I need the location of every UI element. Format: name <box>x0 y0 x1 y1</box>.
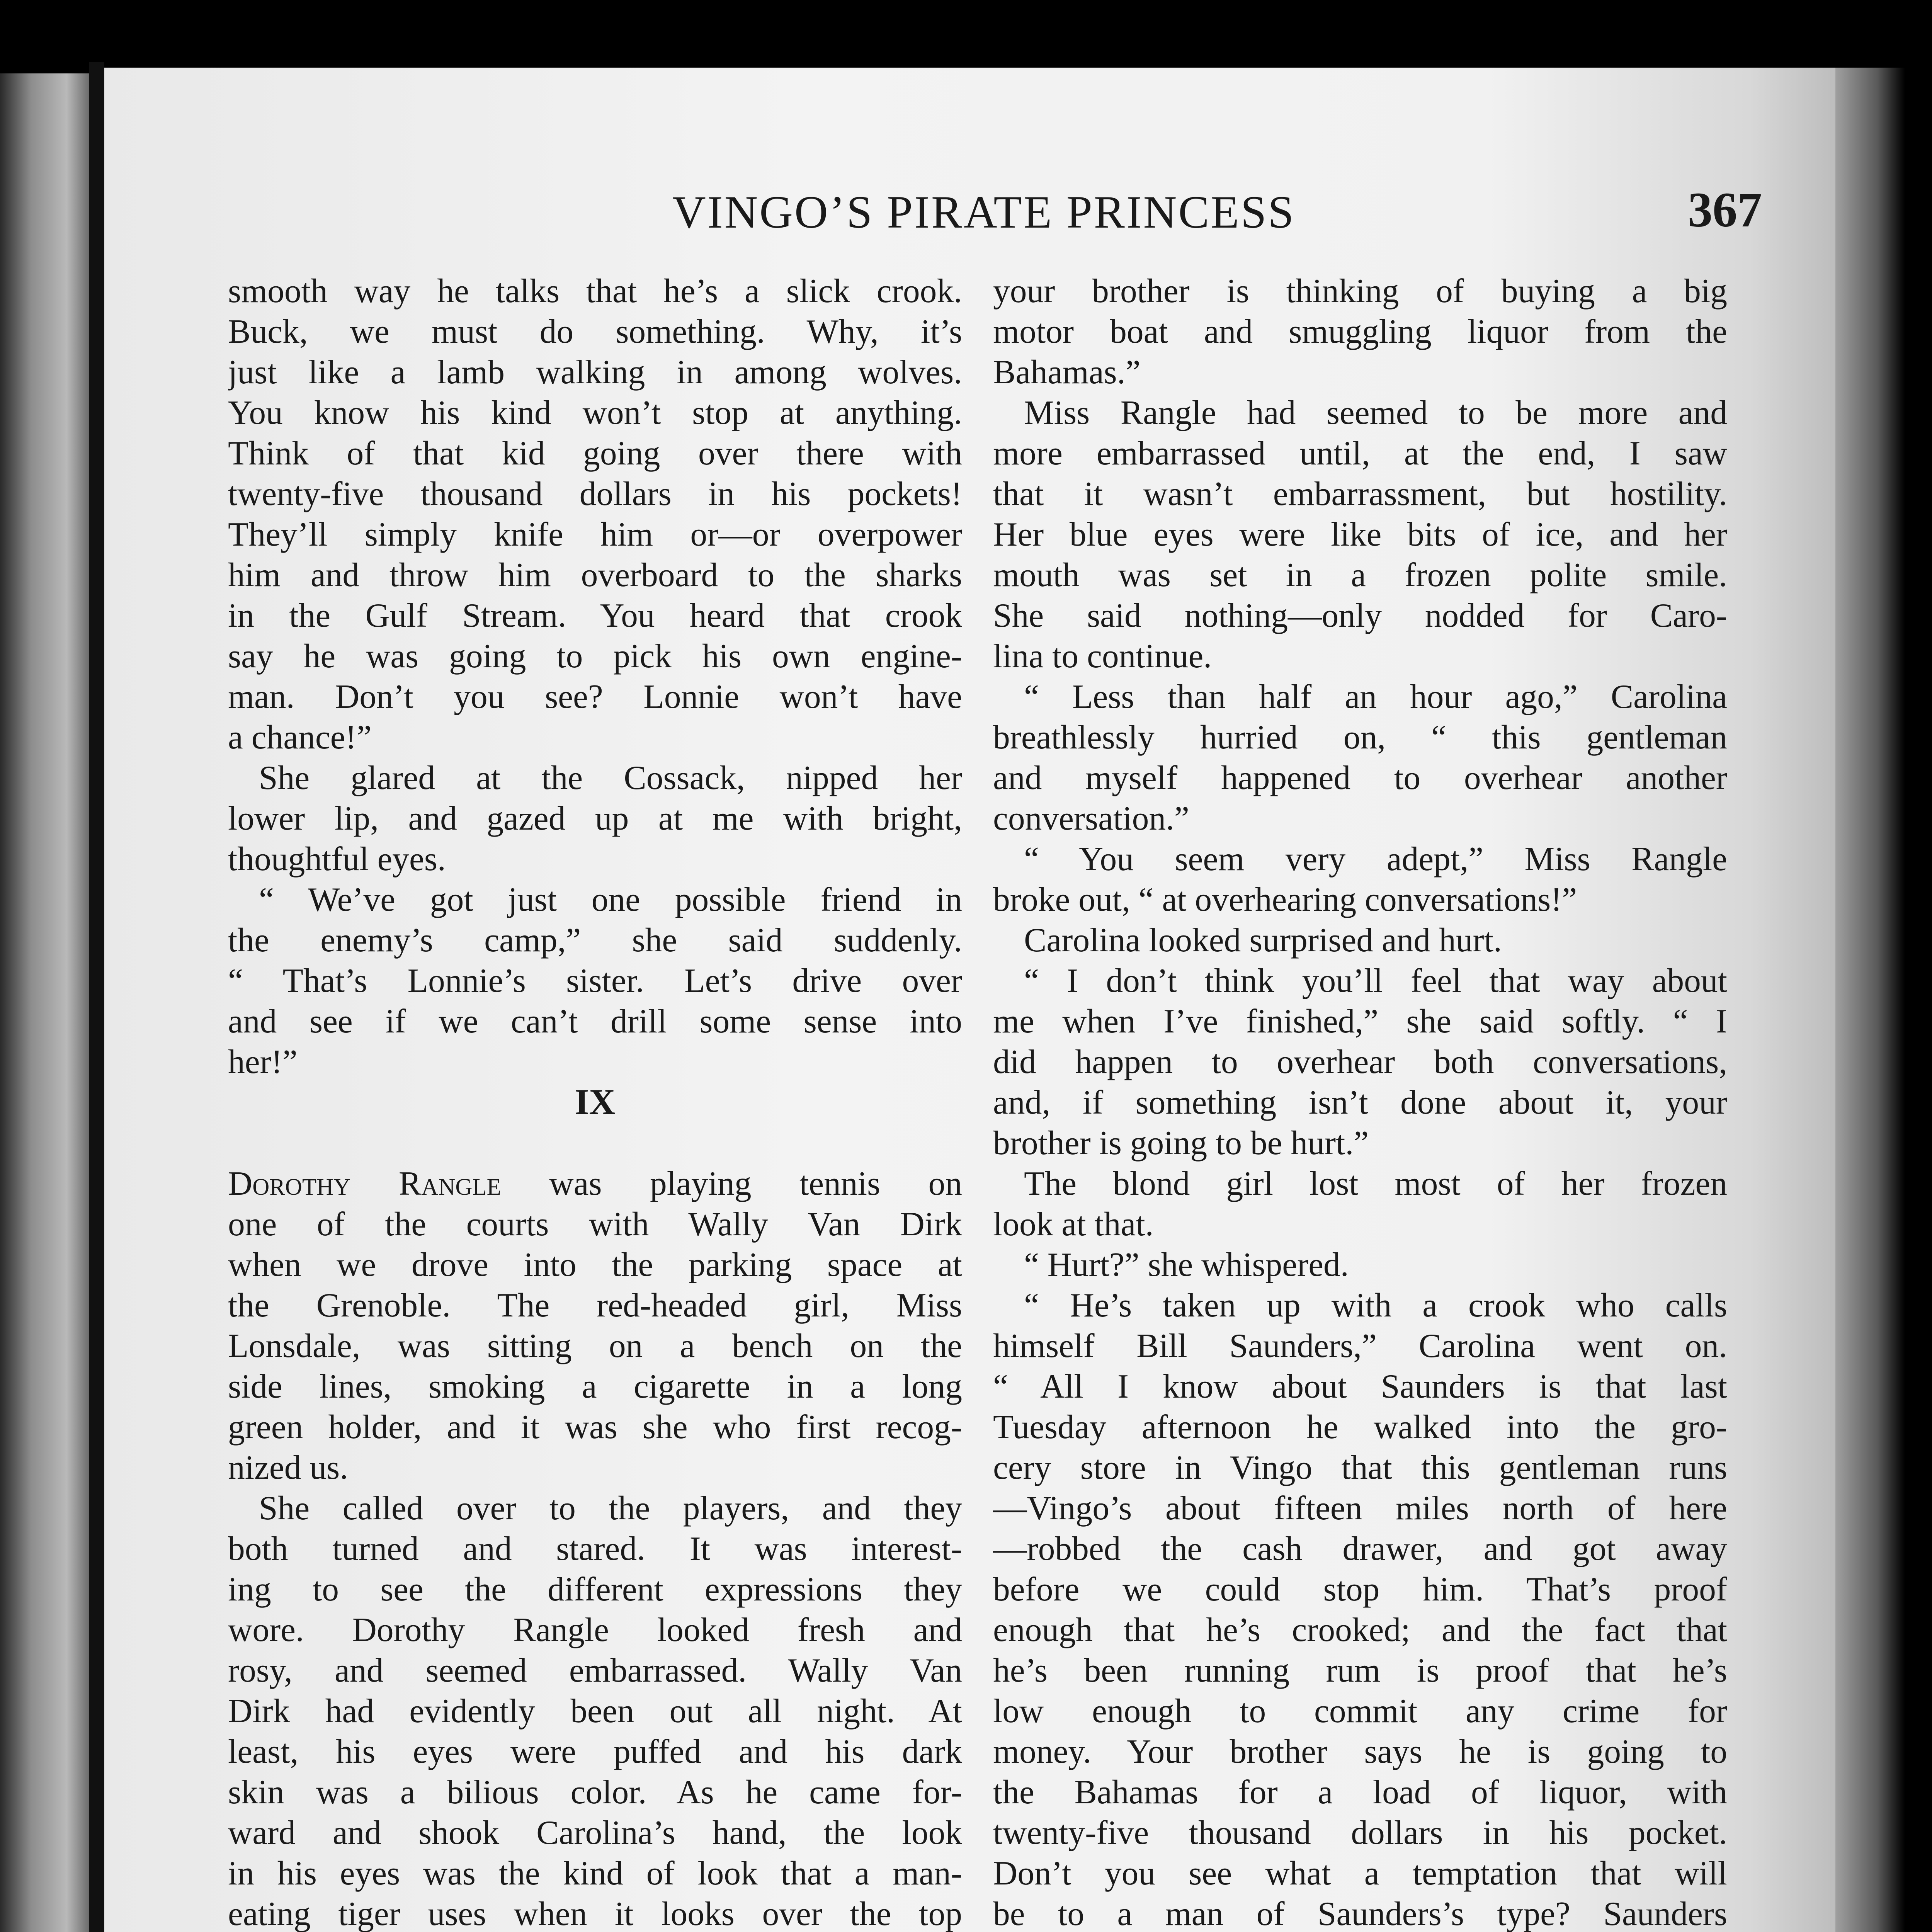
text-line: the enemy’s camp,” she said suddenly. <box>228 921 962 959</box>
text-line: nized us. <box>228 1449 349 1486</box>
text-line: and myself happened to overhear another <box>993 759 1727 796</box>
text-line: look at that. <box>993 1205 1154 1243</box>
text-line: She glared at the Cossack, nipped her <box>259 759 962 796</box>
text-line: motor boat and smuggling liquor from the <box>993 313 1727 350</box>
text-line: She called over to the players, and they <box>259 1489 962 1527</box>
text-line: both turned and stared. It was interest- <box>228 1530 962 1567</box>
text-line: rosy, and seemed embarrassed. Wally Van <box>228 1651 962 1689</box>
chapter-opening-line <box>228 1163 962 1204</box>
text-line: say he was going to pick his own engine- <box>228 637 962 675</box>
text-line: eating tiger uses when it looks over the top <box>228 1895 962 1932</box>
text-line: and see if we can’t drill some sense into <box>228 1002 962 1040</box>
text-line: low enough to commit any crime for <box>993 1692 1727 1730</box>
running-title: VINGO’S PIRATE PRINCESS <box>672 186 1296 238</box>
text-line: Miss Rangle had seemed to be more and <box>1024 394 1727 431</box>
text-line: Carolina looked surprised and hurt. <box>1024 921 1502 959</box>
facing-page-edge <box>0 73 89 1932</box>
text-line: twenty-five thousand dollars in his pockets! <box>228 475 962 512</box>
text-line: “ You seem very adept,” Miss Rangle <box>1024 840 1727 878</box>
text-line: be to a man of Saunders’s type? Saunders <box>993 1895 1727 1932</box>
text-line: one of the courts with Wally Van Dirk <box>228 1205 962 1243</box>
text-line: skin was a bilious color. As he came for- <box>228 1773 962 1811</box>
text-line: money. Your brother says he is going to <box>993 1733 1727 1770</box>
text-line: more embarrassed until, at the end, I saw <box>993 434 1727 472</box>
text-line: least, his eyes were puffed and his dark <box>228 1733 962 1770</box>
text-line: ward and shook Carolina’s hand, the look <box>228 1814 962 1851</box>
text-line: in the Gulf Stream. You heard that crook <box>228 597 962 634</box>
text-line: Her blue eyes were like bits of ice, and her <box>993 515 1727 553</box>
text-line: breathlessly hurried on, “ this gentleman <box>993 718 1727 756</box>
text-line: She said nothing—only nodded for Caro- <box>993 597 1727 634</box>
text-line: Don’t you see what a temptation that will <box>993 1854 1727 1892</box>
text-line: did happen to overhear both conversations, <box>993 1043 1727 1080</box>
text-line: smooth way he talks that he’s a slick crook. <box>228 272 962 310</box>
text-line: cery store in Vingo that this gentleman runs <box>993 1449 1727 1486</box>
text-line: “ All I know about Saunders is that last <box>993 1367 1727 1405</box>
text-line: the Bahamas for a load of liquor, with <box>993 1773 1727 1811</box>
text-line: side lines, smoking a cigarette in a long <box>228 1367 962 1405</box>
text-line: Think of that kid going over there with <box>228 434 962 472</box>
chapter-heading: IX <box>575 1082 616 1122</box>
text-line: “ That’s Lonnie’s sister. Let’s drive over <box>228 962 962 999</box>
text-line: wore. Dorothy Rangle looked fresh and <box>228 1611 962 1648</box>
text-line: when we drove into the parking space at <box>228 1246 962 1283</box>
text-line: broke out, “ at overhearing conversations!” <box>993 881 1577 918</box>
text-line: conversation.” <box>993 799 1189 837</box>
text-line: thoughtful eyes. <box>228 840 446 878</box>
text-line: —Vingo’s about fifteen miles north of here <box>993 1489 1727 1527</box>
text-line: man. Don’t you see? Lonnie won’t have <box>228 678 962 715</box>
text-line: “ I don’t think you’ll feel that way about <box>1024 962 1727 999</box>
text-line: before we could stop him. That’s proof <box>993 1570 1727 1608</box>
text-line: a chance!” <box>228 718 372 756</box>
text-line: They’ll simply knife him or—or overpower <box>228 515 962 553</box>
text-line: “ Hurt?” she whispered. <box>1024 1246 1349 1283</box>
text-line: “ Less than half an hour ago,” Carolina <box>1024 678 1727 715</box>
text-line: brother is going to be hurt.” <box>993 1124 1369 1162</box>
text-line: he’s been running rum is proof that he’s <box>993 1651 1727 1689</box>
text-line: green holder, and it was she who first recog- <box>228 1408 962 1446</box>
text-line: —robbed the cash drawer, and got away <box>993 1530 1727 1567</box>
text-line: just like a lamb walking in among wolves. <box>228 353 962 391</box>
page-edge-shadow <box>1835 68 1905 1932</box>
page-number: 367 <box>1688 182 1762 237</box>
right-text-column <box>993 270 1727 1932</box>
left-text-column <box>228 270 962 1932</box>
text-line: ing to see the different expressions they <box>228 1570 962 1608</box>
book-gutter <box>89 62 104 1932</box>
text-line: in his eyes was the kind of look that a man- <box>228 1854 962 1892</box>
text-line: me when I’ve finished,” she said softly. “ I <box>993 1002 1727 1040</box>
text-line: Bahamas.” <box>993 353 1141 391</box>
text-line: Tuesday afternoon he walked into the gro- <box>993 1408 1727 1446</box>
text-line: him and throw him overboard to the sharks <box>228 556 962 594</box>
text-line: her!” <box>228 1043 298 1080</box>
text-line: lower lip, and gazed up at me with bright, <box>228 799 962 837</box>
text-line: himself Bill Saunders,” Carolina went on. <box>993 1327 1727 1364</box>
opening-line-rest: was playing tennis on <box>501 1165 962 1202</box>
text-line: the Grenoble. The red-headed girl, Miss <box>228 1286 962 1324</box>
text-line: twenty-five thousand dollars in his pocket. <box>993 1814 1727 1851</box>
text-line: “ We’ve got just one possible friend in <box>259 881 962 918</box>
text-line: and, if something isn’t done about it, your <box>993 1083 1727 1121</box>
text-line: that it wasn’t embarrassment, but hostility. <box>993 475 1727 512</box>
text-line: Dirk had evidently been out all night. At <box>228 1692 962 1730</box>
text-line: You know his kind won’t stop at anything. <box>228 394 962 431</box>
opening-name-first: Dorothy <box>228 1165 351 1202</box>
text-line: The blond girl lost most of her frozen <box>1024 1165 1727 1202</box>
text-line: Buck, we must do something. Why, it’s <box>228 313 962 350</box>
spacer <box>228 1122 962 1163</box>
text-line: your brother is thinking of buying a big <box>993 272 1727 310</box>
text-line: lina to continue. <box>993 637 1212 675</box>
text-line: enough that he’s crooked; and the fact that <box>993 1611 1727 1648</box>
text-line: Lonsdale, was sitting on a bench on the <box>228 1327 962 1364</box>
opening-name-last: Rangle <box>398 1165 501 1202</box>
text-line: mouth was set in a frozen polite smile. <box>993 556 1727 594</box>
text-line: “ He’s taken up with a crook who calls <box>1024 1286 1727 1324</box>
